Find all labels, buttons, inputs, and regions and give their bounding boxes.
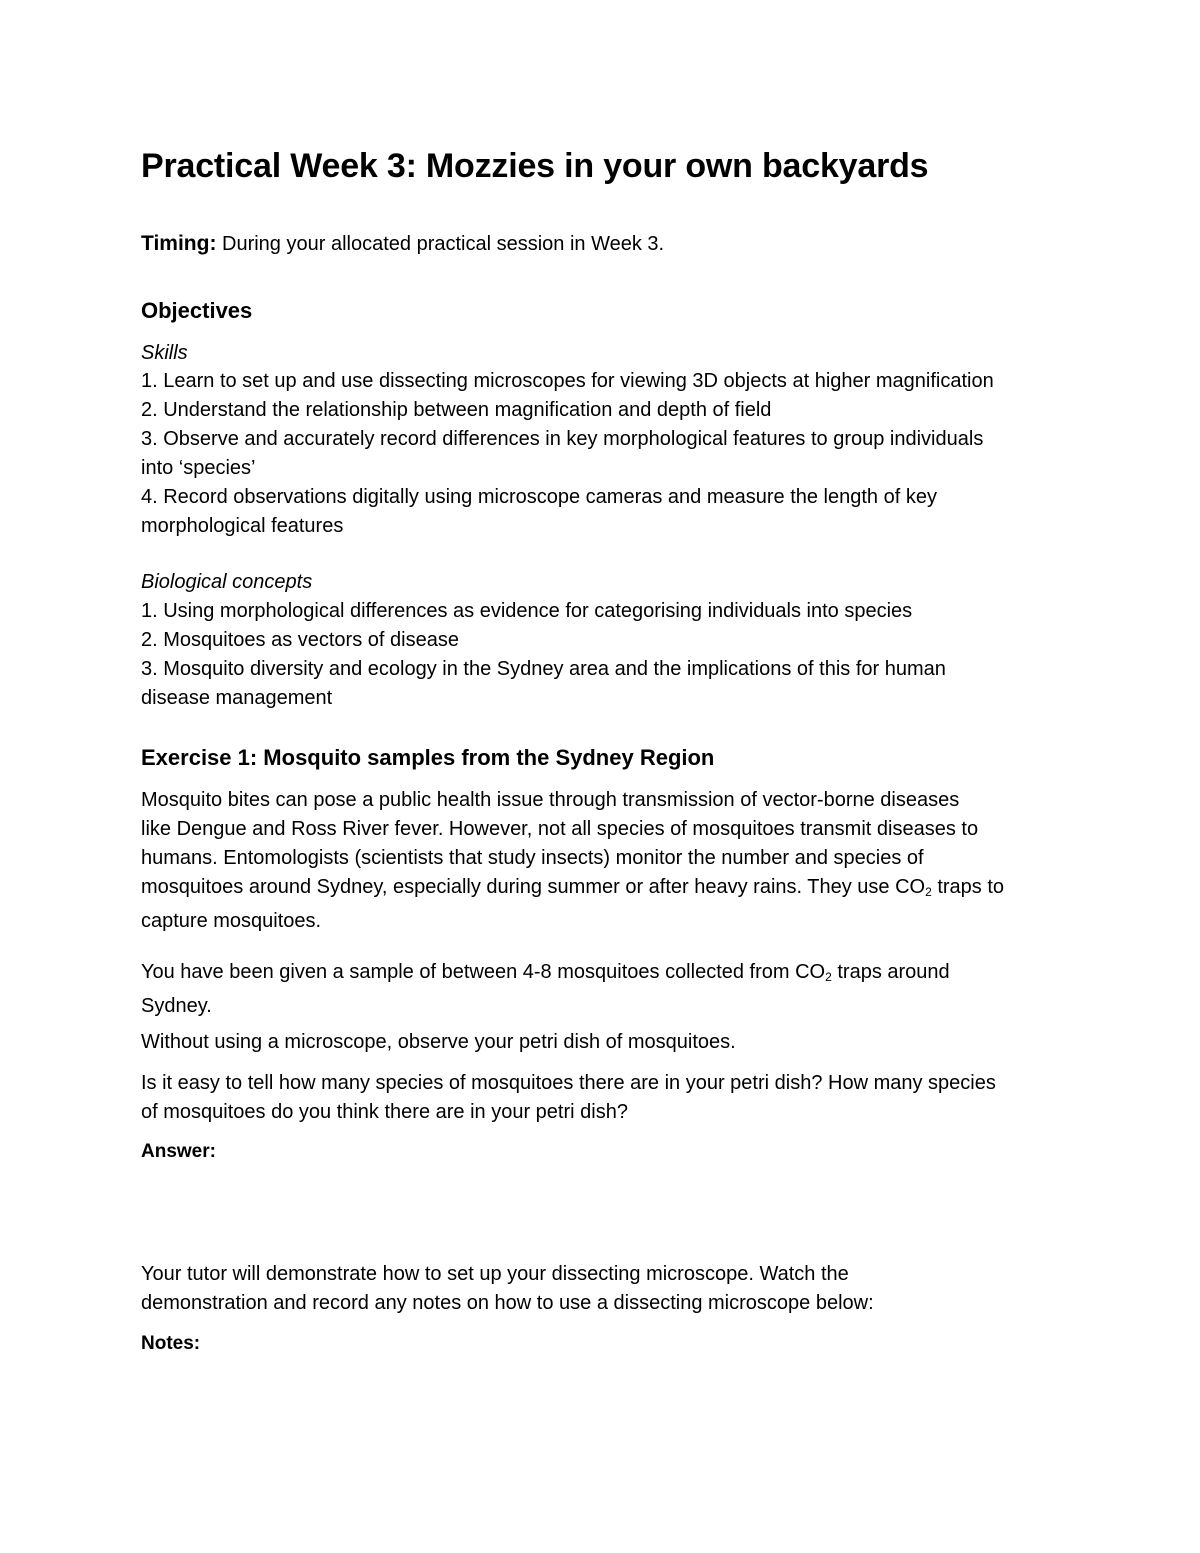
paragraph-line: Is it easy to tell how many species of mosquitoes there are in your petri dish? How many species (141, 1072, 996, 1094)
paragraph-line: Your tutor will demonstrate how to set up your dissecting microscope. Watch the (141, 1263, 849, 1285)
tutor-paragraph (141, 1260, 874, 1318)
timing-line (141, 232, 664, 256)
paragraph-text: mosquitoes around Sydney, especially during summer or after heavy rains. They use CO (141, 876, 926, 898)
question-paragraph (141, 1069, 996, 1127)
paragraph-line (141, 958, 950, 992)
skills-item: 3. Observe and accurately record differences in key morphological features to group individuals (141, 428, 984, 450)
intro-paragraph (141, 786, 1004, 936)
answer-label: Answer: (141, 1141, 216, 1162)
bio-list (141, 597, 946, 713)
paragraph-text: You have been given a sample of between 4-8 mosquitoes collected from CO (141, 961, 826, 983)
skills-heading: Skills (141, 342, 188, 364)
timing-text: During your allocated practical session in Week 3. (222, 233, 665, 255)
paragraph-text: traps around (831, 961, 950, 983)
paragraph-line: Sydney. (141, 995, 212, 1017)
paragraph-line: demonstration and record any notes on how to use a dissecting microscope below: (141, 1292, 874, 1314)
skills-item: 4. Record observations digitally using microscope cameras and measure the length of key (141, 486, 937, 508)
bio-heading: Biological concepts (141, 571, 313, 593)
bio-item: 1. Using morphological differences as evidence for categorising individuals into species (141, 600, 913, 622)
paragraph-line: Mosquito bites can pose a public health issue through transmission of vector-borne diseases (141, 789, 960, 811)
paragraph-line: like Dengue and Ross River fever. However, not all species of mosquitoes transmit diseases to (141, 818, 979, 840)
objectives-heading: Objectives (141, 298, 253, 323)
subscript: 2 (925, 885, 932, 899)
observe-instruction: Without using a microscope, observe your petri dish of mosquitoes. (141, 1031, 736, 1053)
skills-item: 2. Understand the relationship between magnification and depth of field (141, 399, 772, 421)
skills-item: morphological features (141, 515, 344, 537)
skills-item: into ‘species’ (141, 457, 256, 479)
subscript: 2 (825, 970, 832, 984)
skills-list (141, 367, 994, 541)
paragraph-line: of mosquitoes do you think there are in your petri dish? (141, 1101, 628, 1123)
skills-item: 1. Learn to set up and use dissecting microscopes for viewing 3D objects at higher magnification (141, 370, 994, 392)
page-title: Practical Week 3: Mozzies in your own backyards (141, 147, 929, 185)
paragraph-line: capture mosquitoes. (141, 910, 322, 932)
bio-item: disease management (141, 687, 333, 709)
sample-paragraph (141, 958, 950, 1021)
paragraph-text: traps to (931, 876, 1005, 898)
exercise-heading: Exercise 1: Mosquito samples from the Sydney Region (141, 745, 715, 770)
paragraph-line (141, 873, 1004, 907)
paragraph-line: humans. Entomologists (scientists that study insects) monitor the number and species of (141, 847, 924, 869)
bio-item: 3. Mosquito diversity and ecology in the Sydney area and the implications of this for human (141, 658, 946, 680)
timing-label: Timing: (141, 232, 217, 255)
bio-item: 2. Mosquitoes as vectors of disease (141, 629, 459, 651)
notes-label: Notes: (141, 1333, 201, 1354)
